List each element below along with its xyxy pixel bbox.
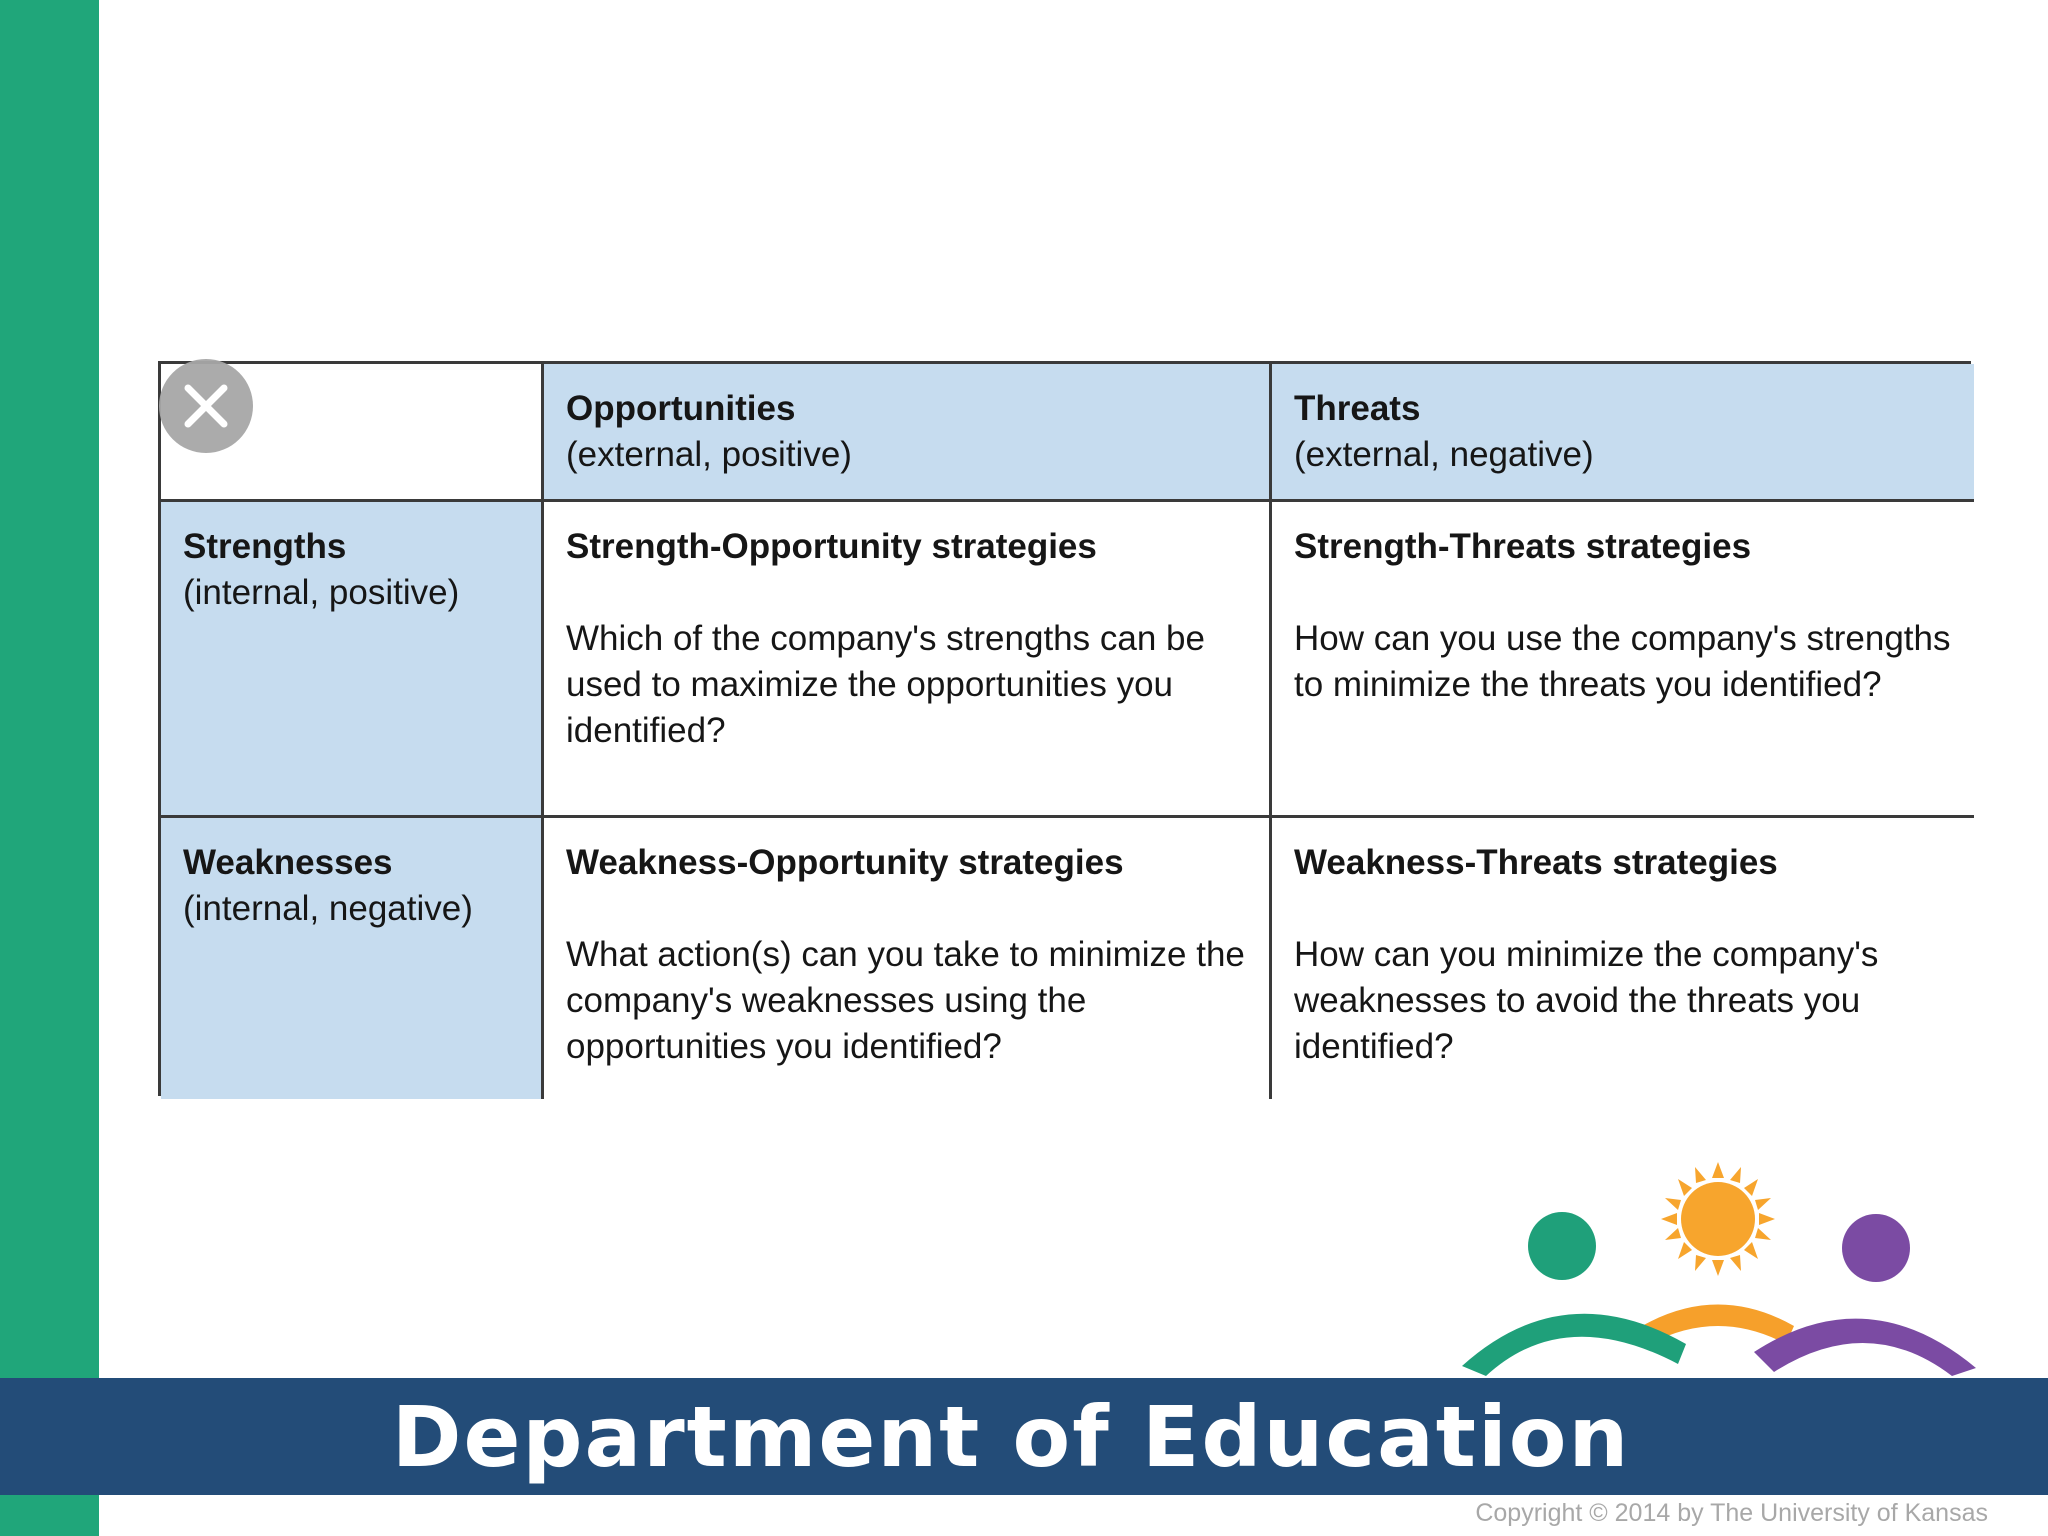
strategy-cell-strength-opportunity bbox=[544, 502, 1272, 818]
swot-table bbox=[158, 361, 1971, 1096]
strategy-cell-strength-threats bbox=[1272, 502, 1974, 818]
strategy-cell-weakness-opportunity bbox=[544, 818, 1272, 1099]
close-icon[interactable] bbox=[158, 356, 253, 460]
sun-icon bbox=[1661, 1162, 1775, 1276]
green-head bbox=[1528, 1212, 1596, 1280]
footer-title: Department of Education bbox=[391, 1387, 1631, 1486]
community-logo bbox=[1456, 1158, 1980, 1376]
footer-bar bbox=[0, 1378, 2048, 1495]
strategy-title: Weakness-Opportunity strategies bbox=[566, 843, 1124, 882]
purple-head bbox=[1842, 1214, 1910, 1282]
column-header-title: Threats bbox=[1294, 389, 1421, 428]
strategy-question: How can you minimize the company's weaknesses to avoid the threats you identified? bbox=[1294, 935, 1879, 1066]
column-header-subtitle: (external, negative) bbox=[1294, 435, 1594, 474]
strategy-title: Weakness-Threats strategies bbox=[1294, 843, 1778, 882]
row-header-subtitle: (internal, positive) bbox=[183, 573, 460, 612]
row-header-strengths bbox=[161, 502, 544, 818]
strategy-cell-weakness-threats bbox=[1272, 818, 1974, 1099]
row-header-title: Strengths bbox=[183, 527, 347, 566]
column-header-opportunities bbox=[544, 364, 1272, 502]
copyright-text: Copyright © 2014 by The University of Kansas bbox=[1475, 1499, 1988, 1527]
strategy-title: Strength-Threats strategies bbox=[1294, 527, 1752, 566]
column-header-subtitle: (external, positive) bbox=[566, 435, 852, 474]
row-header-weaknesses bbox=[161, 818, 544, 1099]
column-header-threats bbox=[1272, 364, 1974, 502]
strategy-question: Which of the company's strengths can be used to maximize the opportunities you identified? bbox=[566, 619, 1205, 750]
row-header-title: Weaknesses bbox=[183, 843, 393, 882]
column-header-title: Opportunities bbox=[566, 389, 796, 428]
strategy-title: Strength-Opportunity strategies bbox=[566, 527, 1097, 566]
strategy-question: What action(s) can you take to minimize the company's weaknesses using the opportunities you identified? bbox=[566, 935, 1245, 1066]
row-header-subtitle: (internal, negative) bbox=[183, 889, 473, 928]
strategy-question: How can you use the company's strengths to minimize the threats you identified? bbox=[1294, 619, 1951, 704]
left-accent-bar bbox=[0, 0, 99, 1536]
